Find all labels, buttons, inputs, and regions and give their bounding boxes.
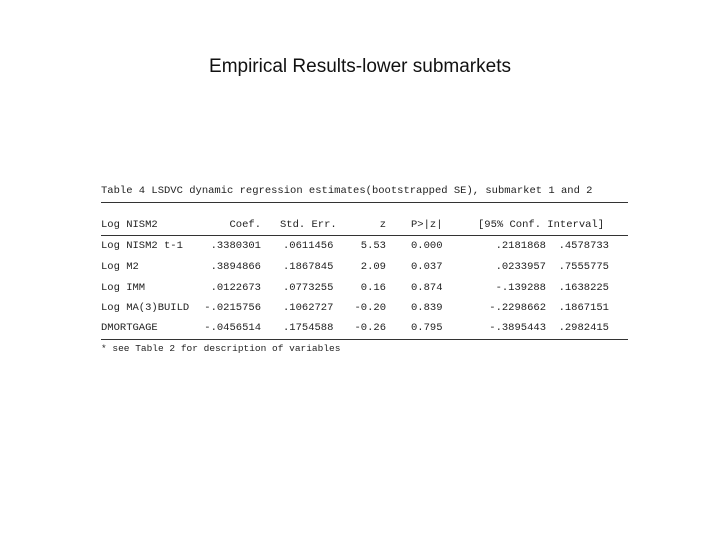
header-variable: Log NISM2	[101, 219, 158, 231]
row-z: 0.16	[360, 282, 386, 294]
row-std-err: .0773255	[283, 282, 334, 294]
row-ci-high: .4578733	[558, 240, 609, 252]
row-variable: Log NISM2 t-1	[101, 240, 183, 252]
row-variable: Log IMM	[101, 282, 146, 294]
header-p: P>|z|	[411, 219, 443, 231]
row-std-err: .1867845	[283, 261, 334, 273]
row-p: 0.000	[411, 240, 443, 252]
table-footnote: * see Table 2 for description of variables	[101, 343, 341, 354]
row-z: 5.53	[360, 240, 386, 252]
table-row	[0, 302, 720, 316]
header-conf-interval: [95% Conf. Interval]	[478, 219, 605, 231]
row-ci-low: -.2298662	[489, 302, 546, 314]
header-std-err: Std. Err.	[280, 219, 337, 231]
row-p: 0.874	[411, 282, 443, 294]
row-p: 0.795	[411, 322, 443, 334]
row-ci-low: .2181868	[495, 240, 546, 252]
row-coef: .3380301	[210, 240, 261, 252]
slide-title: Empirical Results-lower submarkets	[209, 56, 511, 77]
row-ci-high: .7555775	[558, 261, 609, 273]
row-coef: .0122673	[210, 282, 261, 294]
row-coef: -.0456514	[204, 322, 261, 334]
table-header-row	[0, 219, 720, 233]
row-ci-high: .2982415	[558, 322, 609, 334]
table-caption: Table 4 LSDVC dynamic regression estimates(bootstrapped SE), submarket 1 and 2	[101, 185, 593, 197]
row-variable: Log M2	[101, 261, 139, 273]
table-row	[0, 282, 720, 296]
row-ci-low: -.3895443	[489, 322, 546, 334]
row-ci-high: .1867151	[558, 302, 609, 314]
header-coef: Coef.	[229, 219, 261, 231]
table-row	[0, 322, 720, 336]
row-ci-high: .1638225	[558, 282, 609, 294]
table-row	[0, 261, 720, 275]
row-std-err: .1062727	[283, 302, 334, 314]
row-p: 0.037	[411, 261, 443, 273]
row-coef: .3894866	[210, 261, 261, 273]
row-std-err: .0611456	[283, 240, 334, 252]
row-ci-low: -.139288	[495, 282, 546, 294]
header-z: z	[379, 219, 386, 231]
table-header-rule	[101, 235, 628, 236]
row-z: 2.09	[360, 261, 386, 273]
row-std-err: .1754588	[283, 322, 334, 334]
table-row	[0, 240, 720, 254]
row-p: 0.839	[411, 302, 443, 314]
row-variable: DMORTGAGE	[101, 322, 158, 334]
row-coef: -.0215756	[204, 302, 261, 314]
table-bottom-rule	[101, 339, 628, 340]
row-z: -0.26	[354, 322, 386, 334]
row-z: -0.20	[354, 302, 386, 314]
table-top-rule	[101, 202, 628, 203]
row-variable: Log MA(3)BUILD	[101, 302, 190, 314]
row-ci-low: .0233957	[495, 261, 546, 273]
